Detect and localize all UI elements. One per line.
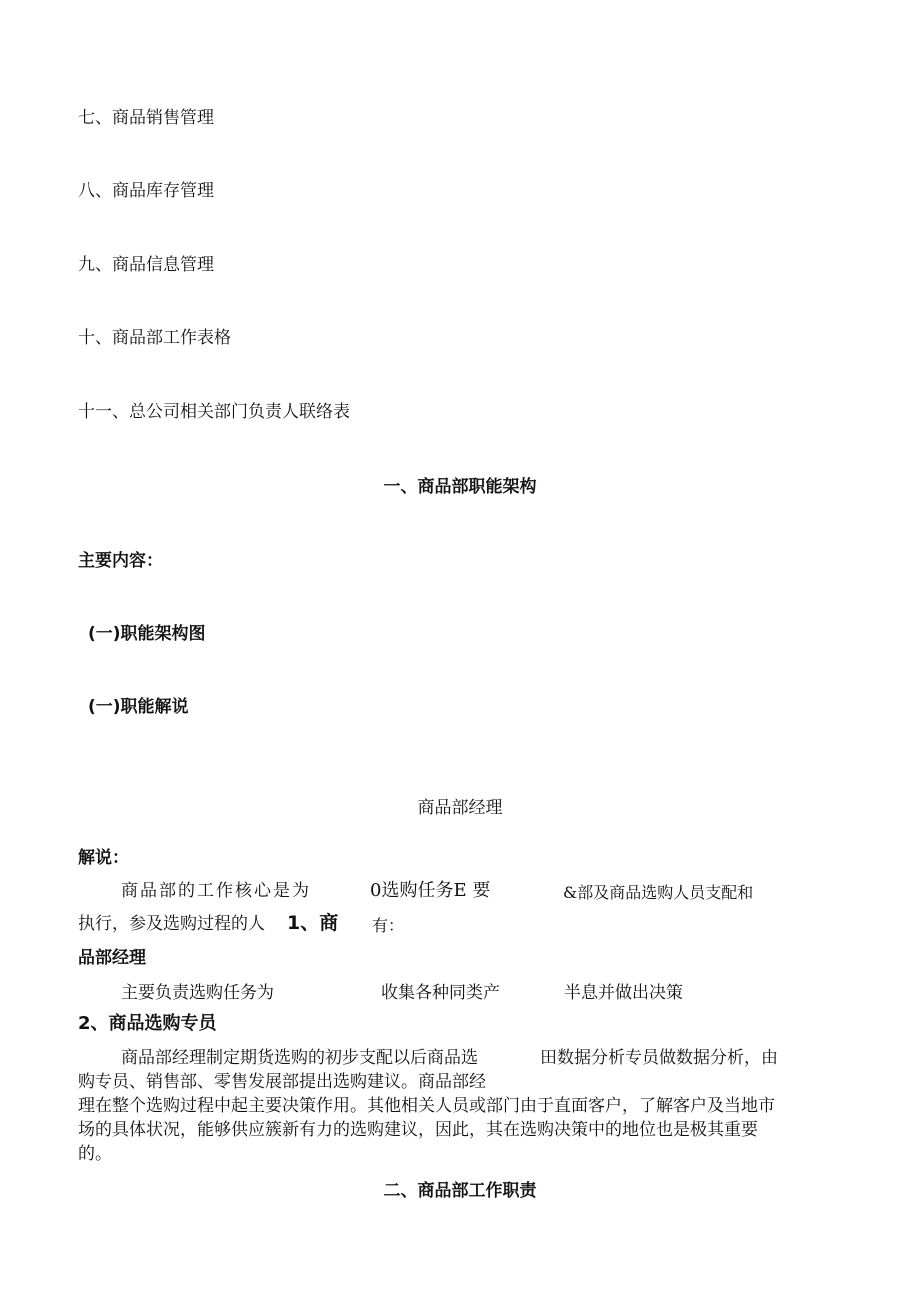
item1-line-c: 半息并做出决策 — [564, 983, 683, 1003]
toc-item-9: 九、商品信息管理 — [78, 255, 214, 275]
para-line-e: 场的具体状况，能够供应簇新有力的选购建议，因此，其在选购决策中的地位也是极其重要 — [78, 1120, 758, 1140]
subheading-function-explain: (一)职能解说 — [88, 697, 189, 717]
para-line-b: 田数据分析专员做数据分析，由 — [540, 1048, 778, 1068]
explain-label: 解说： — [78, 848, 129, 868]
toc-item-7: 七、商品销售管理 — [78, 108, 214, 128]
para-line-c: 购专员、销售部、零售发展部提出选购建议。商品部经 — [78, 1072, 486, 1092]
toc-item-8: 八、商品库存管理 — [78, 181, 214, 201]
toc-item-10: 十、商品部工作表格 — [78, 328, 231, 348]
item1-line-a: 主要负责选购任务为 — [121, 983, 274, 1003]
para-line-d: 理在整个选购过程中起主要决策作用。其他相关人员或部门由于直面客户，了解客户及当地市 — [78, 1096, 775, 1116]
subheading-org-chart: (一)职能架构图 — [88, 624, 206, 644]
item2-title: 2、商品选购专员 — [78, 1013, 217, 1034]
item1-line-b: 收集各种同类产 — [381, 983, 500, 1003]
explain-line1-b: 0选购任务E 要 — [370, 880, 491, 901]
org-chart-node-manager: 商品部经理 — [417, 798, 503, 818]
explain-line2-num: 1、商 — [287, 912, 339, 934]
explain-line2-a: 执行，参及选购过程的人 — [78, 914, 265, 934]
explain-line1-a: 商品部的工作核心是为 — [121, 881, 311, 901]
para-line-f: 的。 — [78, 1144, 112, 1164]
explain-line1-c: &部及商品选购人员支配和 — [563, 883, 754, 902]
section2-title: 二、商品部工作职责 — [383, 1181, 537, 1201]
explain-line2-b: 有： — [372, 916, 405, 935]
main-content-label: 主要内容： — [78, 551, 163, 571]
toc-item-11: 十一、总公司相关部门负责人联络表 — [78, 402, 350, 422]
para-line-a: 商品部经理制定期货选购的初步支配以后商品选 — [121, 1048, 478, 1068]
item1-title: 品部经理 — [78, 948, 146, 968]
section1-title: 一、商品部职能架构 — [383, 477, 537, 497]
